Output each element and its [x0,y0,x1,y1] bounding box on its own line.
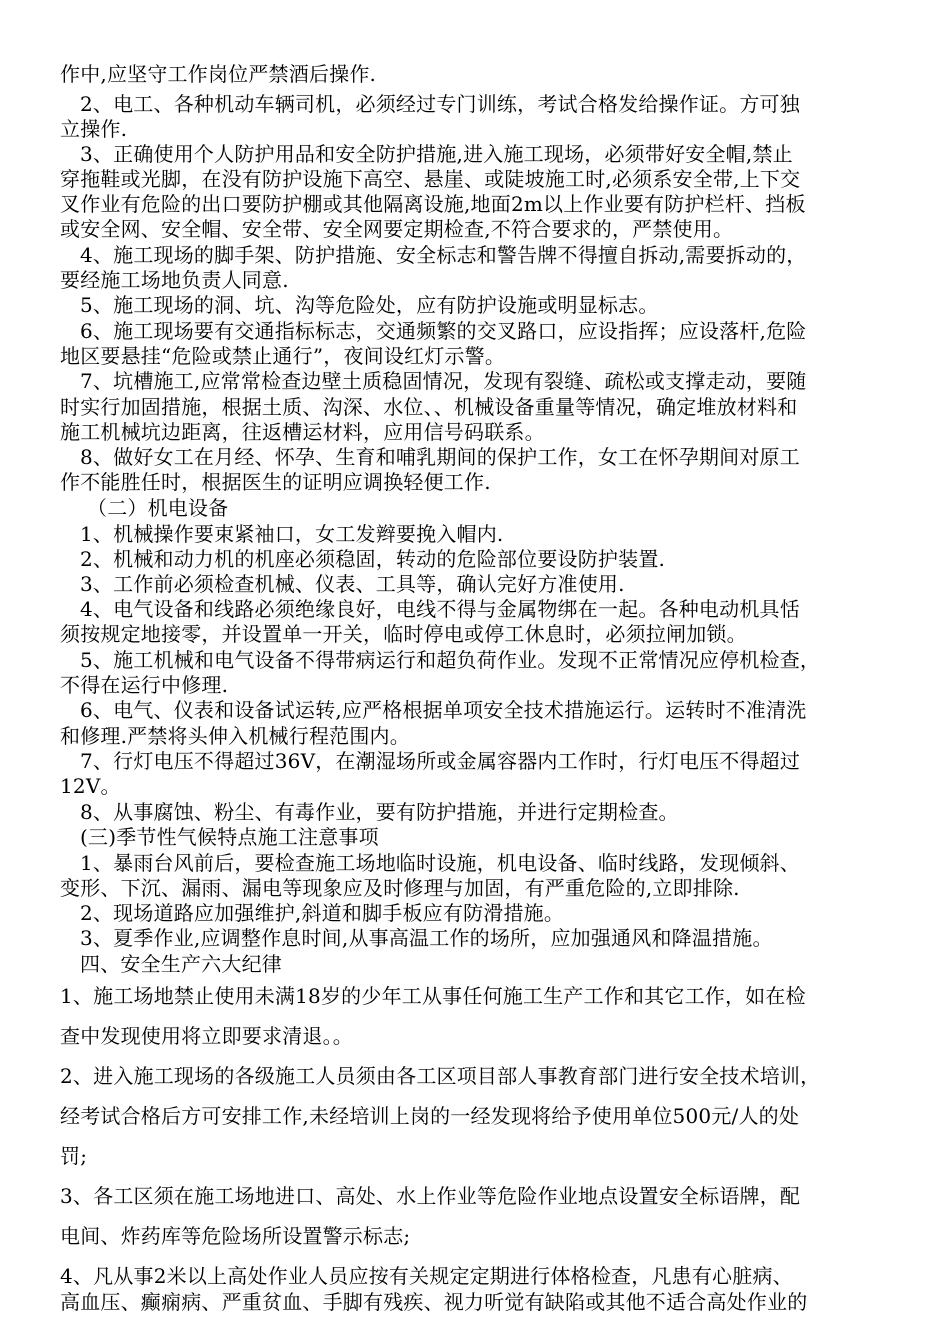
text-line: 时实行加固措施，根据土质、沟深、水位、、机械设备重量等情况，确定堆放材料和 [60,395,798,419]
text-line: 6、施工现场要有交通指标标志，交通频繁的交叉路口，应设指挥；应设落杆,危险 [80,319,807,343]
text-line: 作不能胜任时，根据医生的证明应调换轻便工作. [60,470,491,494]
section-heading: （二）机电设备 [87,496,229,520]
text-line: 地区要悬挂“危险或禁止通行”，夜间设红灯示警。 [60,344,506,368]
text-line: 2、机械和动力机的机座必须稳固，转动的危险部位要设防护装置. [80,547,666,571]
text-line: 立操作. [60,117,128,141]
text-line: 高血压、癫痫病、严重贫血、手脚有残疾、视力听觉有缺陷或其他不适合高处作业的 [60,1290,808,1314]
text-line: 2、现场道路应加强维护,斜道和脚手板应有防滑措施。 [80,901,565,925]
text-line: 8、做好女工在月经、怀孕、生育和哺乳期间的保护工作，女工在怀孕期间对原工 [80,445,800,469]
text-line: 不得在运行中修理. [60,673,229,697]
text-line: 经考试合格后方可安排工作,未经培训上岗的一经发现将给予使用单位500元/人的处 [60,1104,800,1128]
text-line: 罚; [60,1144,88,1168]
text-line: 2、电工、各种机动车辆司机，必须经过专门训练，考试合格发给操作证。方可独 [80,92,800,116]
text-line: 和修理.严禁将头伸入机械行程范围内。 [60,724,410,748]
text-line: 电间、炸药库等危险场所设置警示标志; [60,1224,411,1248]
section-heading: 四、安全生产六大纪律 [80,952,282,976]
text-line: 8、从事腐蚀、粉尘、有毒作业，要有防护措施，并进行定期检查。 [80,800,679,824]
text-line: 要经施工场地负责人同意. [60,268,289,292]
section-heading: (三)季节性气候特点施工注意事项 [80,825,379,849]
text-line: 12V。 [60,774,121,798]
text-line: 或安全网、安全帽、安全带、安全网要定期检查,不符合要求的，严禁使用。 [60,217,734,241]
text-line: 3、夏季作业,应调整作息时间,从事高温工作的场所，应加强通风和降温措施。 [80,926,773,950]
text-line: 1、机械操作要束紧袖口，女工发辫要挽入帽内. [80,522,504,546]
text-line: 7、坑槽施工,应常常检查边壁土质稳固情况，发现有裂缝、疏松或支撑走动，要随 [80,369,807,393]
text-line: 5、施工机械和电气设备不得带病运行和超负荷作业。发现不正常情况应停机检查， [80,648,821,672]
text-line: 4、施工现场的脚手架、防护措施、安全标志和警告牌不得擅自拆动,需要拆动的， [80,243,807,267]
text-line: 1、施工场地禁止使用未满18岁的少年工从事任何施工生产工作和其它工作，如在检 [60,984,806,1008]
text-line: 3、正确使用个人防护用品和安全防护措施,进入施工现场，必须带好安全帽,禁止 [80,142,793,166]
text-line: 叉作业有危险的出口要防护棚或其他隔离设施,地面2m以上作业要有防护栏杆、挡板 [60,192,806,216]
text-line: 2、进入施工现场的各级施工人员须由各工区项目部人事教育部门进行安全技术培训， [60,1064,821,1088]
text-line: 7、行灯电压不得超过36V，在潮湿场所或金属容器内工作时，行灯电压不得超过 [80,749,801,773]
text-line: 6、电气、仪表和设备试运转,应严格根据单项安全技术措施运行。运转时不准清洗 [80,698,807,722]
text-line: 3、各工区须在施工场地进口、高处、水上作业等危险作业地点设置安全标语牌，配 [60,1184,801,1208]
text-line: 施工机械坑边距离，往返槽运材料，应用信号码联系。 [60,420,545,444]
text-line: 变形、下沉、漏雨、漏电等现象应及时修理与加固，有严重危险的,立即排除. [60,876,740,900]
text-line: 4、凡从事2米以上高处作业人员应按有关规定定期进行体格检查，凡患有心脏病、 [60,1264,793,1288]
text-line: 3、工作前必须检查机械、仪表、工具等，确认完好方准使用. [80,572,625,596]
text-line: 5、施工现场的洞、坑、沟等危险处，应有防护设施或明显标志。 [80,293,659,317]
text-line: 4、电气设备和线路必须绝缘良好，电线不得与金属物绑在一起。各种电动机具恬 [80,597,800,621]
text-line: 1、暴雨台风前后，要检查施工场地临时设施，机电设备、临时线路，发现倾斜、 [80,851,800,875]
text-line: 穿拖鞋或光脚，在没有防护设施下高空、悬崖、或陡坡施工时,必须系安全带,上下交 [60,167,801,191]
text-line: 作中,应坚守工作岗位严禁酒后操作. [60,62,377,86]
text-line: 须按规定地接零，并设置单一开关，临时停电或停工休息时，必须拉闸加锁。 [60,622,747,646]
text-line: 查中发现使用将立即要求清退。。 [60,1024,353,1048]
